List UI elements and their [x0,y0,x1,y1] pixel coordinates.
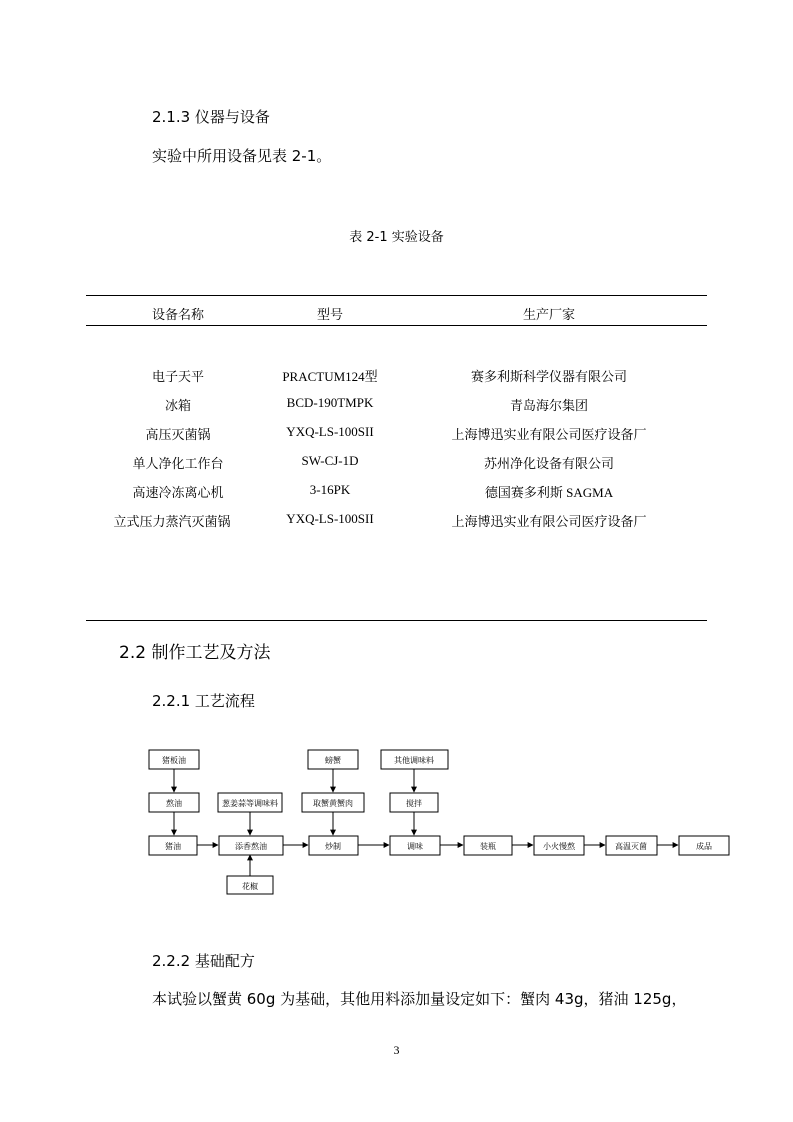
flow-node [149,836,197,855]
table-cell: 高速冷冻离心机 [132,485,224,500]
flow-node-label: 取蟹黄蟹肉 [313,799,353,808]
flow-node-label: 葱姜蒜等调味料 [222,799,278,808]
table-cell: 青岛海尔集团 [509,398,589,413]
flow-node [606,836,657,855]
flow-node [464,836,512,855]
table-cell: YXQ-LS-100SII [286,511,374,526]
flow-node-label: 高温灭菌 [615,842,647,851]
table-caption: 表 2-1 实验设备 [349,230,444,245]
flow-node [302,793,364,812]
flow-node-label: 调味 [407,842,423,851]
flow-node-label: 其他调味料 [394,756,434,765]
page-number: 3 [393,1043,400,1057]
flow-node [309,836,358,855]
flow-node [219,836,283,855]
flow-node-label: 炒制 [325,842,341,851]
table-cell: 上海博迅实业有限公司医疗设备厂 [451,427,647,442]
table-cell: SW-CJ-1D [301,453,359,468]
flow-node [218,793,282,812]
flow-node-label: 搅拌 [406,799,422,808]
flow-node [149,793,199,812]
section-heading: 2.2.1 工艺流程 [152,692,255,710]
table-cell: BCD-190TMPK [286,395,374,410]
flow-node [390,793,438,812]
table-cell: 立式压力蒸汽灭菌锅 [113,514,231,529]
flow-node-label: 小火慢熬 [543,842,575,851]
flow-node [381,750,448,769]
flow-node-label: 猪板油 [162,756,186,765]
table-cell: 苏州净化设备有限公司 [483,456,615,471]
table-cell: 单人净化工作台 [132,456,224,471]
table-cell: PRACTUM124型 [282,369,378,384]
section-heading: 2.2 制作工艺及方法 [119,643,271,663]
flow-node [390,836,440,855]
flow-node [308,750,358,769]
flow-node [227,876,273,894]
flow-node-label: 成品 [696,842,712,851]
flow-arrows [174,769,678,876]
table-cell: 冰箱 [164,398,192,413]
table-cell: 3-16PK [309,482,351,497]
flow-node-label: 螃蟹 [325,756,341,765]
table-cell: 赛多利斯科学仪器有限公司 [470,369,628,384]
table-cell: 上海博迅实业有限公司医疗设备厂 [451,514,647,529]
section-heading: 2.2.2 基础配方 [152,952,255,970]
flow-node-label: 熬油 [166,799,182,808]
table-cell: 高压灭菌锅 [145,427,211,442]
table-header-cell: 设备名称 [151,308,205,323]
table-header-cell: 型号 [316,308,344,323]
flow-node [534,836,584,855]
flow-node-label: 添香熬油 [235,842,267,851]
flow-node [679,836,729,855]
flow-node [149,750,199,769]
paragraph: 实验中所用设备见表 2-1。 [152,147,332,165]
table-header-cell: 生产厂家 [522,308,576,323]
flow-node-label: 装瓶 [480,842,496,851]
table-cell: 电子天平 [151,369,205,384]
section-heading: 2.1.3 仪器与设备 [152,108,270,126]
table-cell: YXQ-LS-100SII [286,424,374,439]
paragraph: 本试验以蟹黄 60g 为基础，其他用料添加量设定如下：蟹肉 43g，猪油 125g， [152,990,687,1008]
table-cell: 德国赛多利斯 SAGMA [484,485,614,500]
flow-node-label: 猪油 [165,842,181,851]
flow-node-label: 花椒 [242,882,258,891]
